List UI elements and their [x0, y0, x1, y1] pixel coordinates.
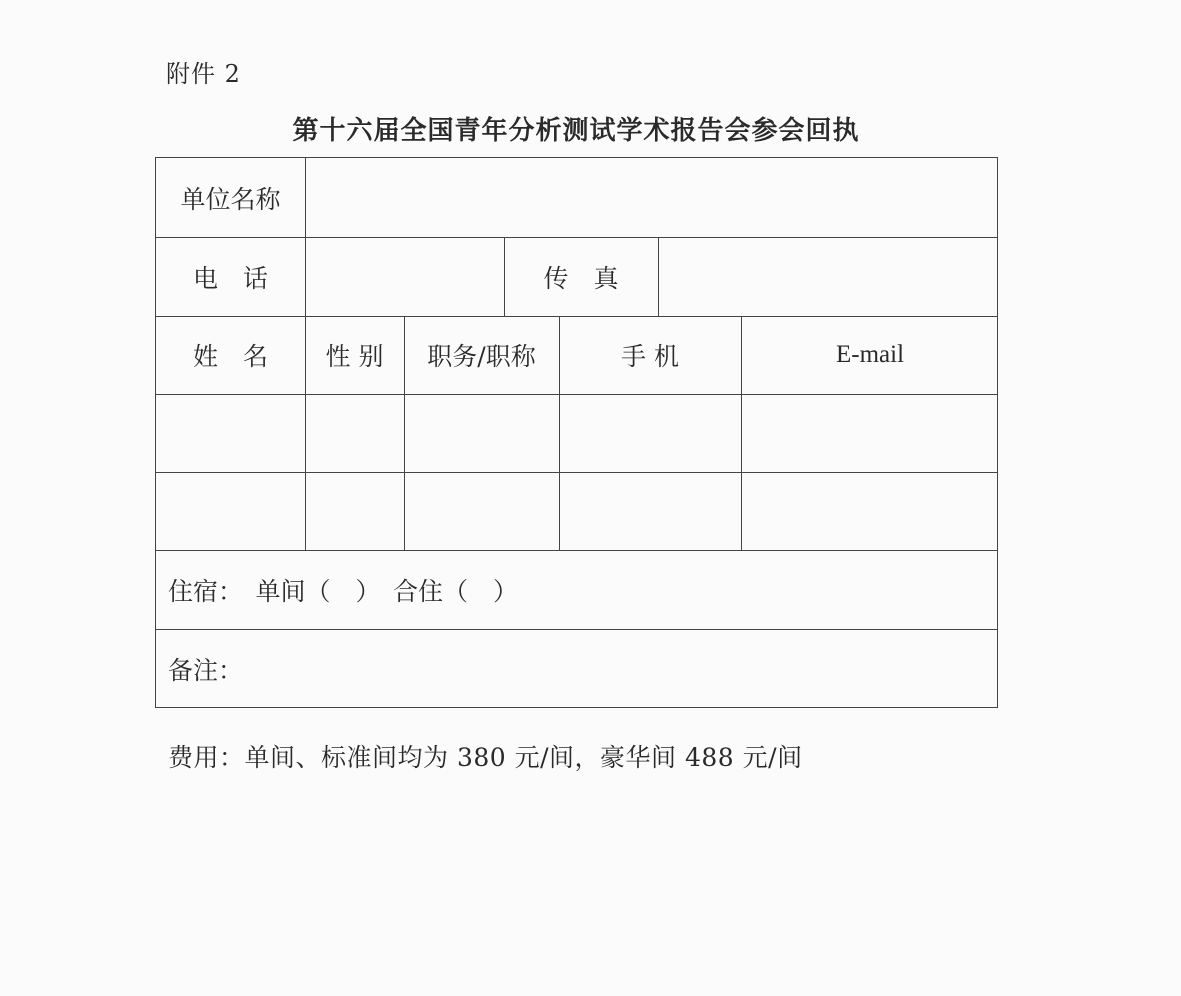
- attendee-email-field[interactable]: [741, 394, 999, 472]
- lodging-row[interactable]: 住宿： 单间（ ） 合住（ ）: [168, 576, 519, 606]
- org-name-field[interactable]: [305, 158, 999, 237]
- attachment-label: 附件 2: [166, 60, 241, 88]
- phone-field[interactable]: [305, 237, 504, 316]
- page-title: 第十六届全国青年分析测试学术报告会参会回执: [292, 116, 860, 146]
- attendee-gender-field[interactable]: [305, 394, 404, 472]
- attendee-position-field[interactable]: [404, 394, 559, 472]
- attendee-email-field[interactable]: [741, 472, 999, 550]
- org-name-label: 单位名称: [180, 184, 281, 214]
- email-column-header: E-mail: [835, 341, 905, 368]
- attendee-mobile-field[interactable]: [559, 472, 741, 550]
- fee-note: 费用：单间、标准间均为 380 元/间，豪华间 488 元/间: [168, 743, 803, 772]
- mobile-column-header: 手 机: [621, 342, 679, 371]
- gender-column-header: 性 别: [325, 342, 384, 371]
- phone-label: 电 话: [192, 263, 268, 293]
- registration-form-table: [155, 157, 998, 708]
- fax-label: 传 真: [543, 263, 619, 293]
- remarks-row[interactable]: 备注：: [168, 656, 244, 685]
- attendee-gender-field[interactable]: [305, 472, 404, 550]
- attendee-name-field[interactable]: [156, 472, 305, 550]
- position-title-column-header: 职务/职称: [427, 342, 536, 371]
- attendee-position-field[interactable]: [404, 472, 559, 550]
- name-column-header: 姓 名: [192, 342, 268, 371]
- attendee-name-field[interactable]: [156, 394, 305, 472]
- fax-field[interactable]: [658, 237, 999, 316]
- attendee-mobile-field[interactable]: [559, 394, 741, 472]
